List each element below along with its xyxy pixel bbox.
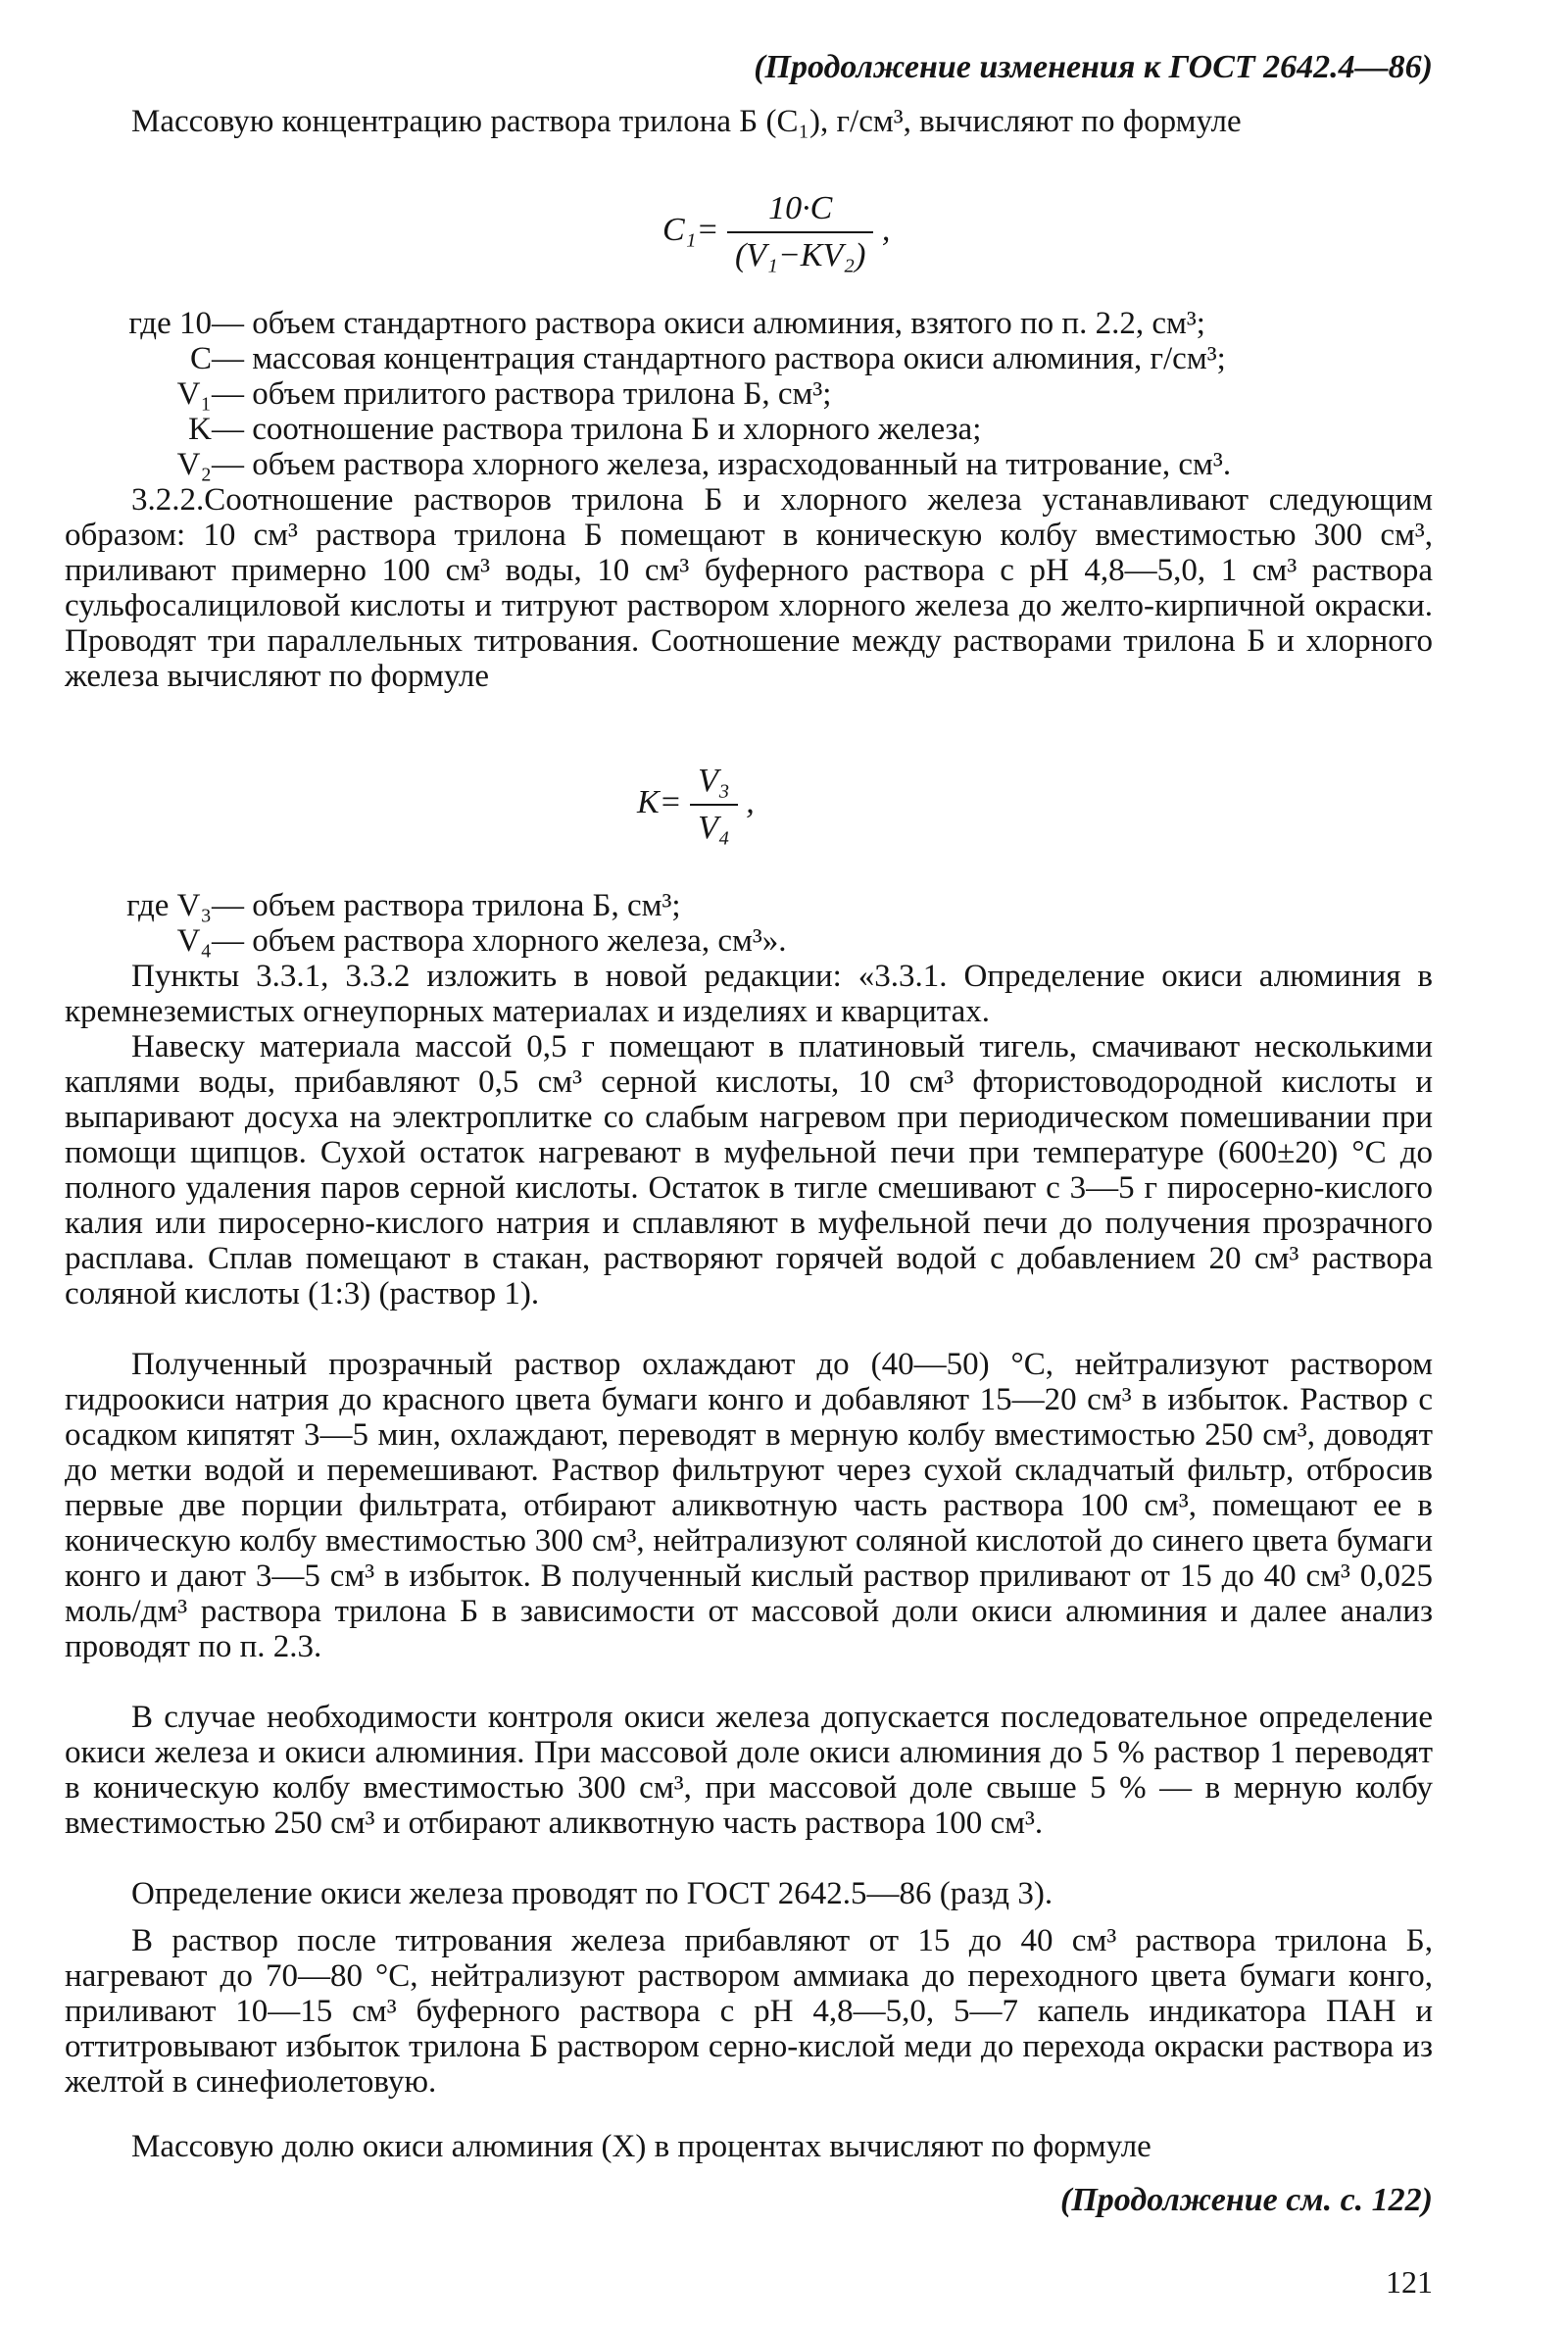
intro-paragraph: Массовую концентрацию раствора трилона Б (C₁), г/см³, вычисляют по формуле bbox=[131, 104, 1242, 139]
legend-symbol: C bbox=[189, 341, 212, 376]
paragraph-mass-fraction: Массовую долю окиси алюминия (X) в процентах вычисляют по формуле bbox=[131, 2129, 1152, 2164]
legend-row bbox=[65, 923, 1433, 959]
legend-text: — объем раствора хлорного железа, израсходованный на титрование, см³. bbox=[212, 447, 1232, 482]
legend-row bbox=[65, 447, 1433, 482]
legend-symbol: где V₃ bbox=[126, 888, 212, 923]
paragraph-titration: В раствор после титрования железа прибавляют от 15 до 40 см³ раствора трилона Б, нагревают до 70—80 °С, нейтрализуют раствором аммиака до переходного цвета бумаги конго, приливают 10—15 см³ буферного раствора с pH 4,8—5,0, 5—7 капель индикатора ПАН и оттитровывают избыток трилона Б раствором серно-кислой меди до перехода окраски раствора из желтой в синефиолетовую. bbox=[65, 1923, 1433, 2100]
legend-symbol: V₁ bbox=[176, 376, 212, 412]
legend-row bbox=[65, 412, 1433, 447]
legend-symbol: K bbox=[188, 412, 212, 447]
legend-text: — соотношение раствора трилона Б и хлорного железа; bbox=[212, 412, 982, 447]
formula-c1-fraction bbox=[727, 192, 873, 272]
legend-text: — объем раствора трилона Б, см³; bbox=[212, 888, 681, 923]
legend-row bbox=[65, 376, 1433, 412]
legend-row bbox=[65, 306, 1433, 341]
paragraph-items-3-3: Пункты 3.3.1, 3.3.2 изложить в новой редакции: «3.3.1. Определение окиси алюминия в кремнеземистых огнеупорных материалах и изделиях и кварцитах. bbox=[65, 959, 1433, 1029]
formula-k-lhs: K= bbox=[637, 783, 682, 820]
formula-k bbox=[637, 765, 755, 845]
continuation-note: (Продолжение см. с. 122) bbox=[1060, 2182, 1433, 2218]
formula-c1-lhs: C₁= bbox=[662, 211, 719, 248]
formula-c1-numerator: 10·C bbox=[768, 190, 833, 226]
legend-text: — объем раствора хлорного железа, см³». bbox=[212, 923, 787, 959]
formula-c1-denominator: (V₁−KV₂) bbox=[727, 231, 873, 272]
running-header: (Продолжение изменения к ГОСТ 2642.4—86) bbox=[754, 49, 1433, 85]
legend-text: — объем прилитого раствора трилона Б, см³; bbox=[212, 376, 832, 412]
legend-row bbox=[65, 341, 1433, 376]
legend-symbol: V₄ bbox=[176, 923, 212, 959]
legend-symbol: V₂ bbox=[176, 447, 212, 482]
legend-text: — массовая концентрация стандартного раствора окиси алюминия, г/см³; bbox=[212, 341, 1226, 376]
legend-symbol: где 10 bbox=[128, 306, 212, 341]
formula-c1-tail: , bbox=[881, 211, 891, 248]
formula-k-legend bbox=[65, 888, 1433, 959]
formula-c1-legend bbox=[65, 306, 1433, 482]
paragraph-3-2-2: 3.2.2.Соотношение растворов трилона Б и хлорного железа устанавливают следующим образом: 10 см³ раствора трилона Б помещают в коническую колбу вместимостью 300 см³, приливают примерно 100 см³ воды, 10 см³ буферного раствора с pH 4,8—5,0, 1 см³ раствора сульфосалициловой кислоты и титруют раствором хлорного железа до желто-кирпичной окраски. Проводят три параллельных титрования. Соотношение между растворами трилона Б и хлорного железа вычисляют по формуле bbox=[65, 482, 1433, 694]
formula-k-tail: , bbox=[746, 783, 755, 820]
legend-row bbox=[65, 888, 1433, 923]
paragraph-gost-reference: Определение окиси железа проводят по ГОСТ 2642.5—86 (разд 3). bbox=[131, 1876, 1054, 1911]
formula-c1 bbox=[662, 192, 890, 272]
page-number: 121 bbox=[1386, 2264, 1433, 2300]
paragraph-solution: Полученный прозрачный раствор охлаждают до (40—50) °С, нейтрализуют раствором гидроокиси натрия до красного цвета бумаги конго и добавляют 15—20 см³ в избыток. Раствор с осадком кипятят 3—5 мин, охлаждают, переводят в мерную колбу вместимостью 250 см³, доводят до метки водой и перемешивают. Раствор фильтруют через сухой складчатый фильтр, отбросив первые две порции фильтрата, отбирают аликвотную часть раствора 100 см³, помещают ее в коническую колбу вместимостью 300 см³, нейтрализуют соляной кислотой до синего цвета бумаги конго и дают 3—5 см³ в избыток. В полученный кислый раствор приливают от 15 до 40 см³ 0,025 моль/дм³ раствора трилона Б в зависимости от массовой доли окиси алюминия и далее анализ проводят по п. 2.3. bbox=[65, 1347, 1433, 1664]
formula-k-fraction bbox=[690, 765, 738, 845]
formula-k-denominator: V₄ bbox=[690, 804, 738, 845]
paragraph-sample: Навеску материала массой 0,5 г помещают в платиновый тигель, смачивают несколькими каплями воды, прибавляют 0,5 см³ серной кислоты, 10 см³ фтористоводородной кислоты и выпаривают досуха на электроплитке со слабым нагревом при периодическом помешивании при помощи щипцов. Сухой остаток нагревают в муфельной печи при температуре (600±20) °С до полного удаления паров серной кислоты. Остаток в тигле смешивают с 3—5 г пиросерно-кислого калия или пиросерно-кислого натрия и сплавляют в муфельной печи до получения прозрачного расплава. Сплав помещают в стакан, растворяют горячей водой с добавлением 20 см³ раствора соляной кислоты (1:3) (раствор 1). bbox=[65, 1029, 1433, 1311]
paragraph-iron-control: В случае необходимости контроля окиси железа допускается последовательное определение окиси железа и окиси алюминия. При массовой доле окиси алюминия до 5 % раствор 1 переводят в коническую колбу вместимостью 300 см³, при массовой доле свыше 5 % — в мерную колбу вместимостью 250 см³ и отбирают аликвотную часть раствора 100 см³. bbox=[65, 1700, 1433, 1841]
legend-text: — объем стандартного раствора окиси алюминия, взятого по п. 2.2, см³; bbox=[212, 306, 1205, 341]
formula-k-numerator: V₃ bbox=[698, 763, 730, 799]
